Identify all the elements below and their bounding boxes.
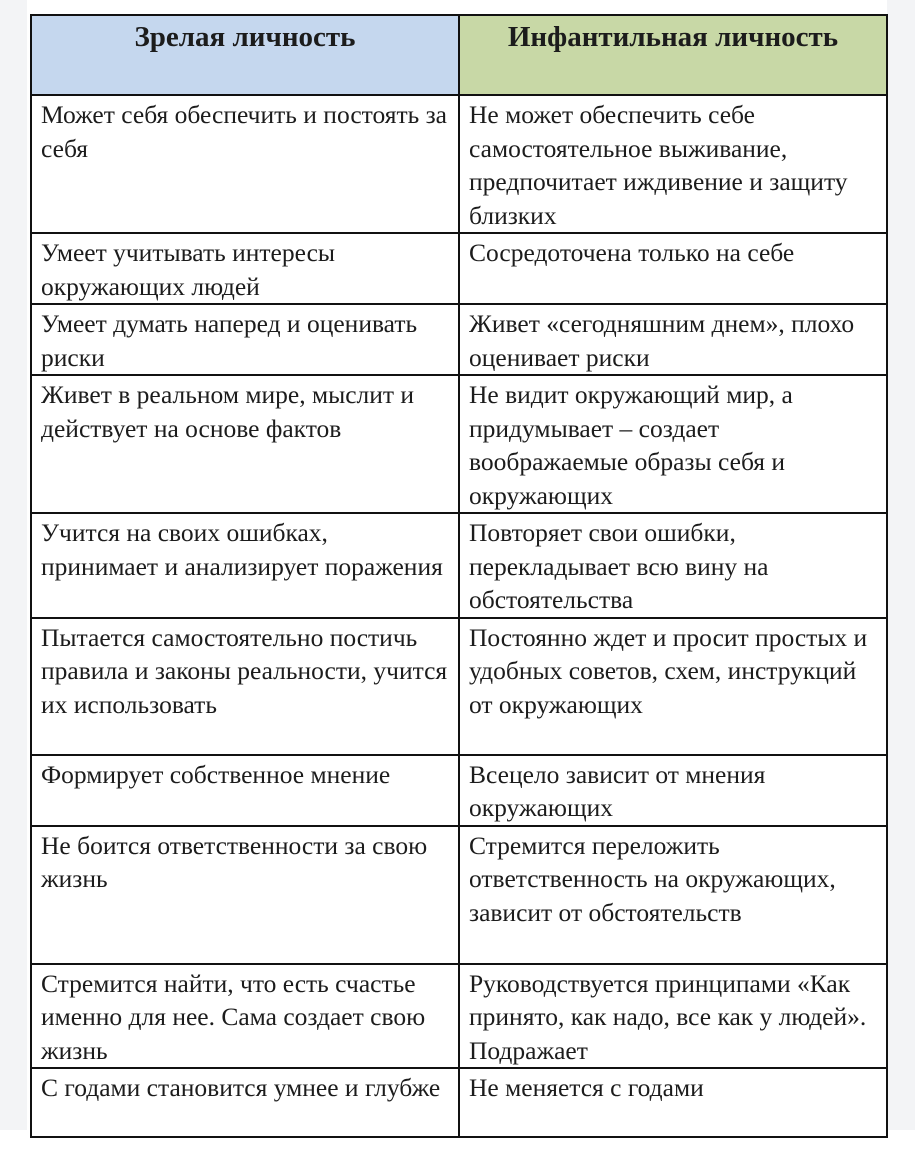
infantile-cell: Не меняется с годами bbox=[459, 1068, 887, 1137]
background-strip-right bbox=[887, 0, 915, 1130]
mature-cell: Не боится ответственности за свою жизнь bbox=[31, 826, 459, 964]
table-row bbox=[31, 1068, 887, 1137]
table-row bbox=[31, 95, 887, 233]
infantile-cell: Не может обеспечить себе самостоятельное выживание, предпочитает иждивение и защиту близких bbox=[459, 95, 887, 233]
mature-cell: Пытается самостоятельно постичь правила и законы реальности, учится их использовать bbox=[31, 618, 459, 755]
infantile-cell: Не видит окружающий мир, а придумывает – создает воображаемые образы себя и окружающих bbox=[459, 375, 887, 513]
table-row bbox=[31, 618, 887, 755]
table-row bbox=[31, 964, 887, 1069]
mature-cell: Умеет учитывать интересы окружающих людей bbox=[31, 233, 459, 304]
mature-cell: Стремится найти, что есть счастье именно для нее. Сама создает свою жизнь bbox=[31, 964, 459, 1069]
comparison-table bbox=[30, 14, 888, 1138]
infantile-cell: Повторяет свои ошибки, перекладывает всю вину на обстоятельства bbox=[459, 513, 887, 618]
infantile-cell: Стремится переложить ответственность на окружающих, зависит от обстоятельств bbox=[459, 826, 887, 964]
mature-cell: Учится на своих ошибках, принимает и анализирует поражения bbox=[31, 513, 459, 618]
header-row bbox=[31, 15, 887, 95]
header-infantile-personality: Инфантильная личность bbox=[459, 15, 887, 95]
infantile-cell: Сосредоточена только на себе bbox=[459, 233, 887, 304]
table-row bbox=[31, 513, 887, 618]
infantile-cell: Руководствуется принципами «Как принято, как надо, все как у людей». Подражает bbox=[459, 964, 887, 1069]
mature-cell: Может себя обеспечить и постоять за себя bbox=[31, 95, 459, 233]
infantile-cell: Живет «сегодняшним днем», плохо оценивает риски bbox=[459, 304, 887, 375]
mature-cell: Формирует собственное мнение bbox=[31, 755, 459, 826]
table-row bbox=[31, 755, 887, 826]
header-mature-personality: Зрелая личность bbox=[31, 15, 459, 95]
infantile-cell: Всецело зависит от мнения окружающих bbox=[459, 755, 887, 826]
infantile-cell: Постоянно ждет и просит простых и удобных советов, схем, инструкций от окружающих bbox=[459, 618, 887, 755]
table-row bbox=[31, 826, 887, 964]
mature-cell: С годами становится умнее и глубже bbox=[31, 1068, 459, 1137]
table-row bbox=[31, 375, 887, 513]
mature-cell: Живет в реальном мире, мыслит и действует на основе фактов bbox=[31, 375, 459, 513]
table-row bbox=[31, 233, 887, 304]
table-row bbox=[31, 304, 887, 375]
mature-cell: Умеет думать наперед и оценивать риски bbox=[31, 304, 459, 375]
background-strip-left bbox=[0, 0, 27, 1130]
